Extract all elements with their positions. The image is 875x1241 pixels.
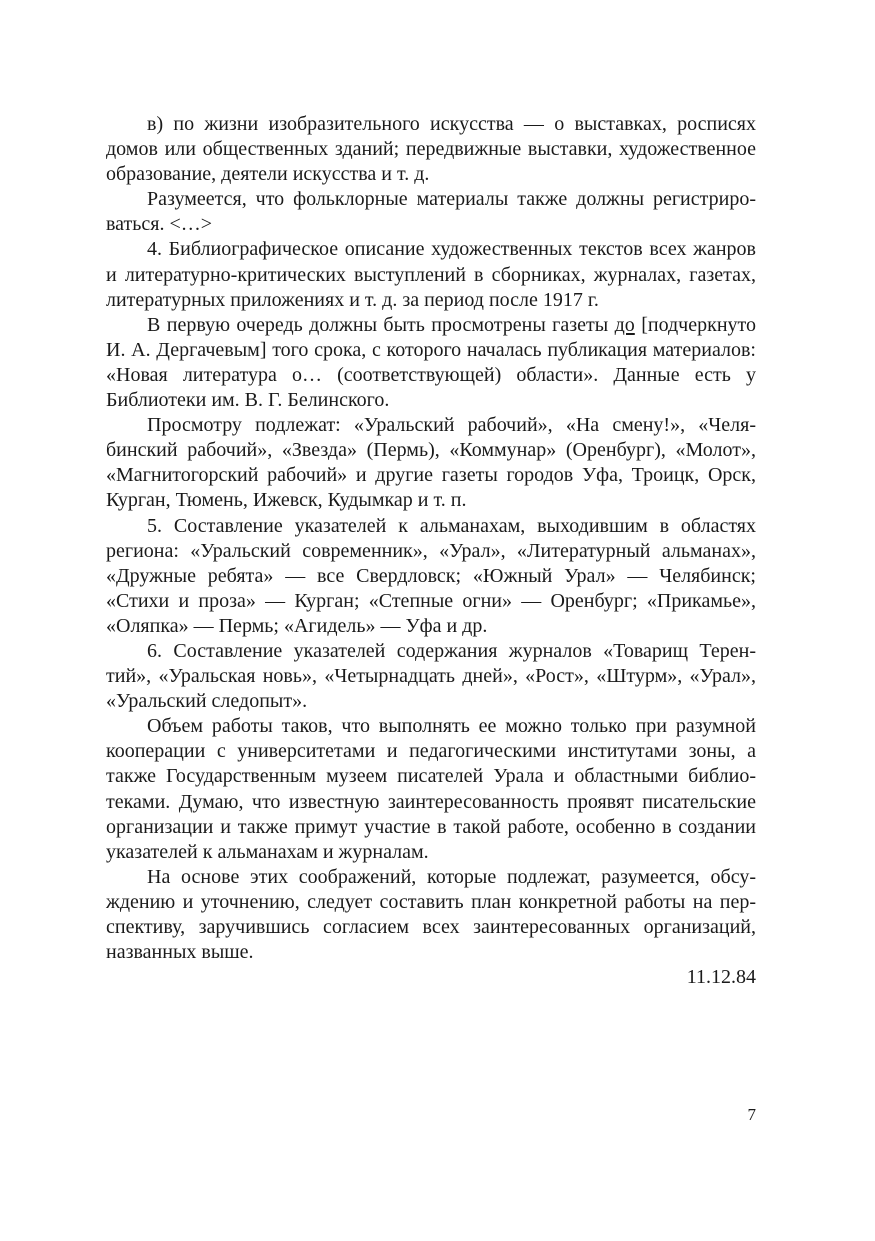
paragraph-scope-of-work: Объем работы таков, что выполнять ее можно только при разумной кооперации с университетами и педагогическими институтами зоны, а также Государственным музеем писателей Урала и областными библиотеками. Думаю, что известную заинтересованность проявят писательские организации и также примут участие в такой работе, особенно в создании указателей к альманахам и журналам. xyxy=(106,715,756,863)
paragraph-almanac-indexes: 5. Составление указателей к альманахам, выходившим в областях региона: «Уральский современник», «Урал», «Литературный альманах», «Дружные ребята» — все Свердловск; «Южный Урал» — Челябинск; «Стихи и проза» — Курган; «Степные огни» — Оренбург; «Прикамье», «Оляпка» — Пермь; «Агидель» — Уфа и др. xyxy=(106,514,756,637)
underlined-word: до xyxy=(614,313,635,336)
paragraph-journal-indexes: 6. Составление указателей содержания журналов «Товарищ Терентий», «Уральская новь», «Четырнадцать дней», «Рост», «Штурм», «Урал», «Уральский следопыт». xyxy=(106,639,756,713)
paragraph-newspapers-list: Просмотру подлежат: «Уральский рабочий», «На смену!», «Челябинский рабочий», «Звезда» (Пермь), «Коммунар» (Оренбург), «Молот», «Магнитогорский рабочий» и другие газеты городов Уфа, Троицк, Орск, Курган, Тюмень, Ижевск, Кудымкар и т. п. xyxy=(106,414,756,512)
paragraph-plan: На основе этих соображений, которые подлежат, разумеется, обсуждению и уточнению, следует составить план конкретной работы на перспективу, заручившись согласием всех заинтересованных организаций, названных выше. xyxy=(106,865,756,964)
paragraph-folklore: Разумеется, что фольклорные материалы также должны регистрироваться. <…> xyxy=(106,188,756,236)
document-date: 11.12.84 xyxy=(686,966,756,989)
page-number: 7 xyxy=(747,1105,756,1124)
paragraph-visual-arts: в) по жизни изобразительного искусства — о выставках, росписях домов или общественных зданий; передвижные выставки, художественное образование, деятели искусства и т. д. xyxy=(106,113,756,186)
paragraph-newspapers-text-after: [подчеркнуто И. А. Дергачевым] того срока, с которого началась публикация материалов: «Новая литература о… (соответствующей) области». Данные есть у Библиотеки им. В. Г. Белинского. xyxy=(106,313,756,412)
paragraph-newspapers-text-before: В первую очередь должны быть просмотрены газеты xyxy=(147,313,615,336)
document-body xyxy=(106,112,756,990)
paragraph-newspapers-review xyxy=(106,313,756,413)
paragraph-bibliographic-description: 4. Библиографическое описание художественных текстов всех жанров и литературно-критических выступлений в сборниках, журналах, газетах, литературных приложениях и т. д. за период после 1917 г. xyxy=(106,238,756,311)
